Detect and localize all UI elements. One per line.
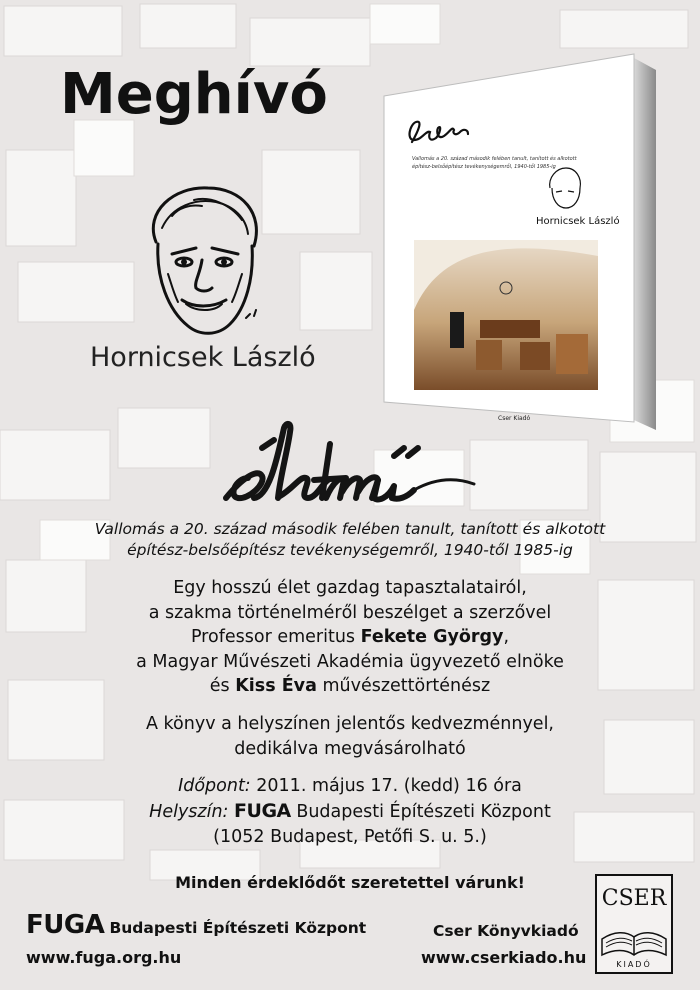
speaker-name-kiss: Kiss Éva	[235, 676, 317, 696]
time-label: Időpont:	[178, 776, 251, 796]
discount-line-2: dedikálva megvásárolható	[234, 738, 466, 759]
place-fuga: FUGA	[234, 800, 291, 822]
author-name: Hornicsek László	[90, 342, 316, 373]
fuga-organization	[26, 910, 366, 940]
cser-logo-sub: KIADÓ	[616, 960, 652, 969]
event-details	[0, 774, 700, 850]
talk-line-4: a Magyar Művészeti Akadémia ügyvezető elnöke	[136, 651, 564, 672]
time-value: 2011. május 17. (kedd) 16 óra	[256, 776, 522, 796]
book-cover-image	[380, 50, 680, 435]
cover-subtitle-1: Vallomás a 20. század második felében tanult, tanított és alkotott	[412, 156, 577, 162]
cser-publisher-name: Cser Könyvkiadó	[433, 922, 579, 940]
welcome-message: Minden érdeklődőt szeretettel várunk!	[175, 873, 525, 892]
speaker-title: Professor emeritus	[190, 627, 356, 647]
fuga-full-name: Budapesti Építészeti Központ	[109, 919, 367, 937]
event-time	[0, 774, 700, 799]
event-address: (1052 Budapest, Petőfi S. u. 5.)	[213, 827, 487, 847]
invitation-title: Meghívó	[60, 62, 328, 127]
fuga-website-link[interactable]: www.fuga.org.hu	[26, 948, 182, 967]
fuga-logo-text: FUGA	[26, 910, 105, 940]
place-label: Helyszín:	[149, 802, 229, 822]
book-subtitle-line-2: építész-belsőépítész tevékenységemről, 1940-től 1985-ig	[127, 541, 573, 559]
speaker-name-fekete: Fekete György	[360, 627, 504, 647]
cover-publisher: Cser Kiadó	[498, 415, 531, 422]
book-title-script	[218, 418, 480, 518]
place-value: Budapesti Építészeti Központ	[296, 802, 551, 822]
talk-line-3: Professor emeritus Fekete György,	[190, 627, 510, 647]
talk-line-5	[0, 674, 700, 699]
event-place	[0, 799, 700, 825]
discount-note	[0, 712, 700, 761]
author-caricature-icon	[138, 182, 268, 342]
talk-line-2: a szakma történelméről beszélget a szerzővel	[148, 602, 552, 623]
talk-line-1: Egy hosszú élet gazdag tapasztalatairól,	[173, 578, 527, 598]
discount-line-1: A könyv a helyszínen jelentős kedvezménnyel,	[146, 714, 554, 734]
speaker-role-kiss: művészettörténész	[322, 676, 491, 696]
talk-description	[0, 576, 700, 699]
cser-logo-word: CSER	[601, 886, 667, 911]
cser-website-link[interactable]: www.cserkiado.hu	[421, 948, 587, 967]
cover-subtitle-2: építész-belsőépítész tevékenységemről, 1940-től 1985-ig	[412, 164, 556, 170]
book-subtitle	[0, 519, 700, 561]
conjunction: és	[209, 676, 230, 696]
cser-kiado-logo-icon	[594, 873, 674, 977]
cover-author: Hornicsek László	[536, 216, 620, 227]
book-subtitle-line-1: Vallomás a 20. század második felében tanult, tanított és alkotott	[94, 520, 606, 538]
